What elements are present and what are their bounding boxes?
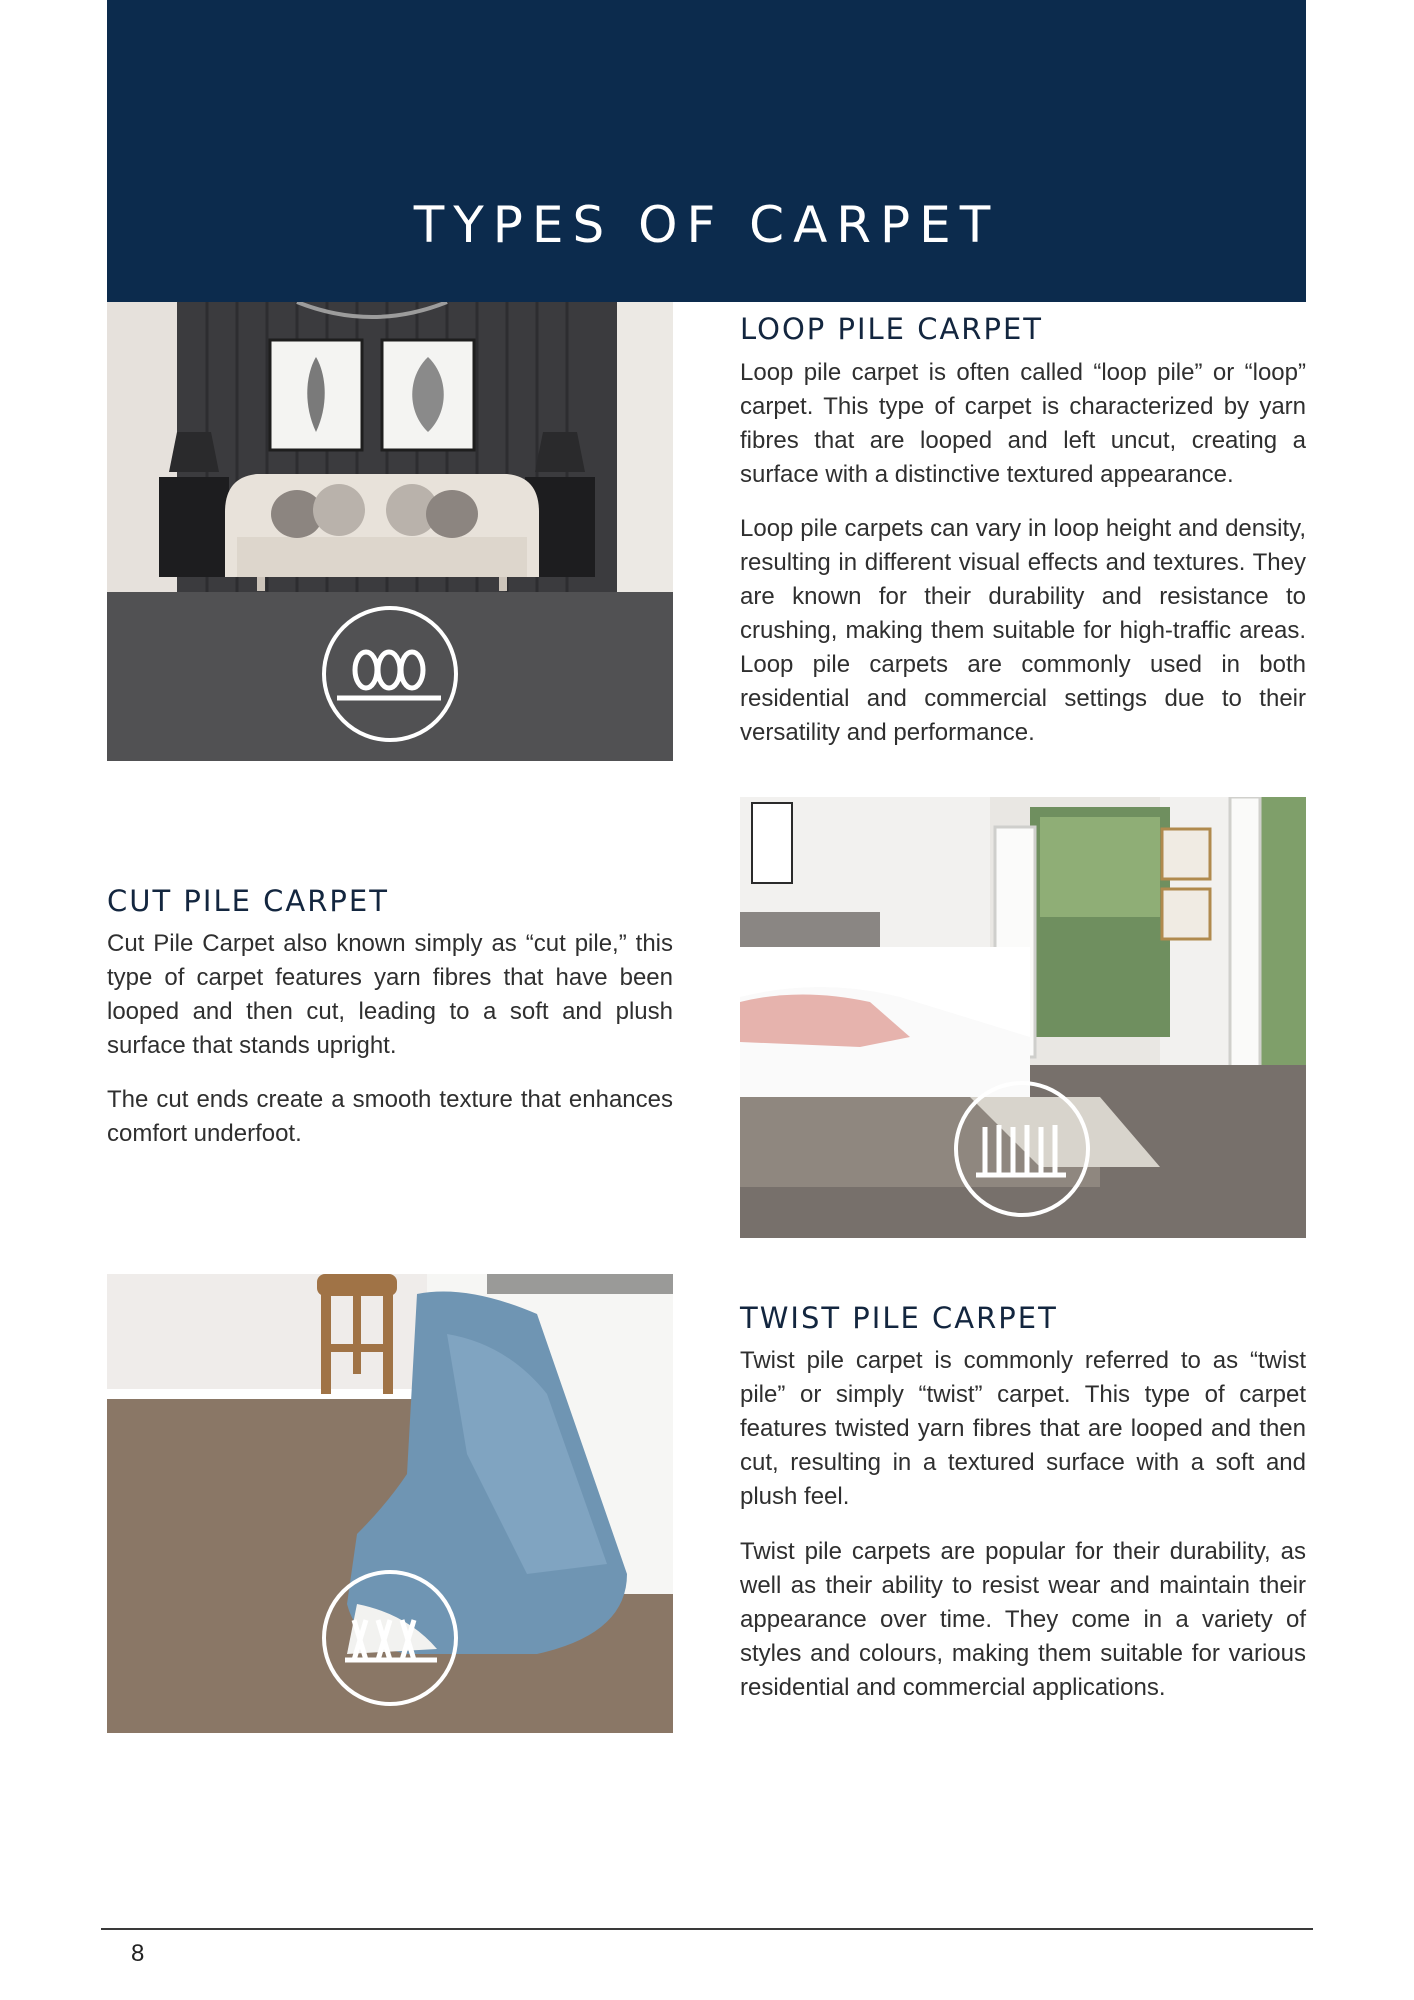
twist-pile-paragraph-1: Twist pile carpet is commonly referred to as “twist pile” or simply “twist” carpet. This type of carpet features twisted yarn fibres that are looped and then cut, resulting in a textured surface with a soft and plush feel.	[740, 1347, 1306, 1510]
page-header-banner	[107, 0, 1306, 302]
loop-pile-photo	[107, 302, 673, 761]
page-number: 8	[131, 1940, 145, 1967]
footer-divider	[101, 1928, 1313, 1930]
cut-pile-title: CUT PILE CARPET	[107, 884, 389, 918]
page-title: TYPES OF CARPET	[413, 196, 1000, 254]
twist-pile-photo	[107, 1274, 673, 1733]
cut-pile-paragraph-1: Cut Pile Carpet also known simply as “cut pile,” this type of carpet features yarn fibres that have been looped and then cut, leading to a soft and plush surface that stands upright.	[107, 930, 673, 1059]
cut-pile-paragraph-2: The cut ends create a smooth texture that enhances comfort underfoot.	[107, 1086, 673, 1147]
twist-pile-title: TWIST PILE CARPET	[740, 1301, 1058, 1335]
loop-pile-title: LOOP PILE CARPET	[740, 312, 1043, 346]
loop-pile-paragraph-1: Loop pile carpet is often called “loop pile” or “loop” carpet. This type of carpet is characterized by yarn fibres that are looped and left uncut, creating a surface with a distinctive textured appearance.	[740, 359, 1306, 488]
cut-pile-photo	[740, 797, 1306, 1238]
twist-pile-paragraph-2: Twist pile carpets are popular for their durability, as well as their ability to resist wear and maintain their appearance over time. They come in a variety of styles and colours, making them suitable for various residential and commercial applications.	[740, 1538, 1306, 1701]
loop-pile-paragraph-2: Loop pile carpets can vary in loop height and density, resulting in different visual effects and textures. They are known for their durability and resistance to crushing, making them suitable for high-traffic areas. Loop pile carpets are commonly used in both residential and commercial settings due to their versatility and performance.	[740, 515, 1306, 746]
